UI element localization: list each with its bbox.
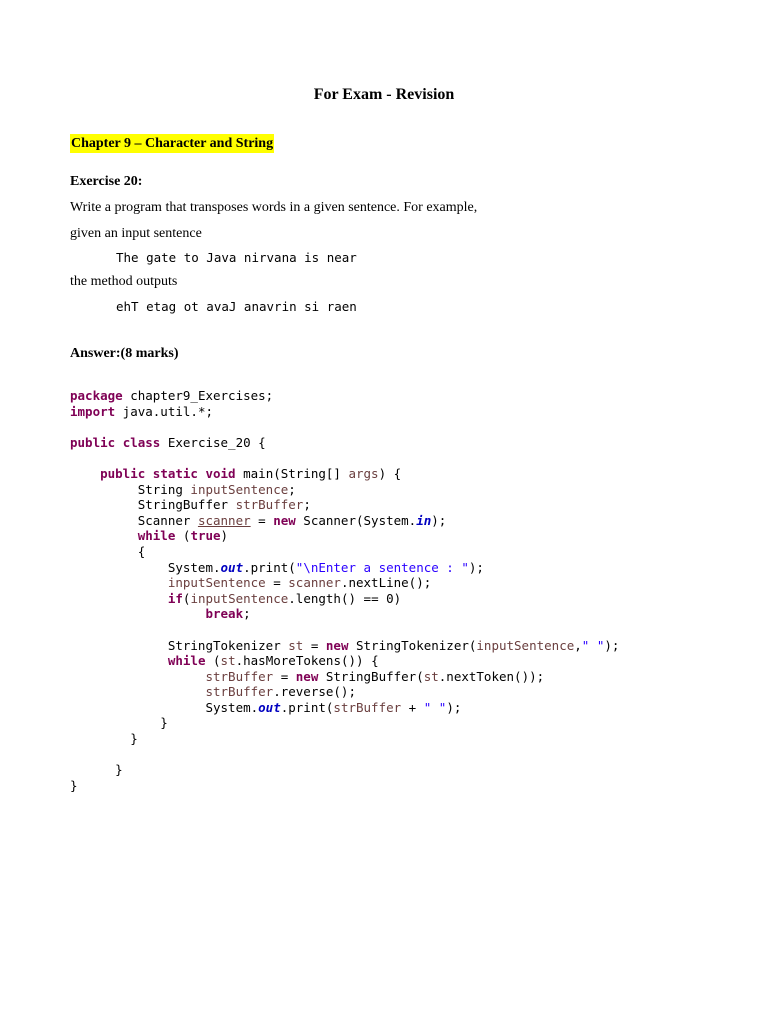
code-token: .hasMoreTokens()) { [235, 653, 379, 669]
code-token: while [167, 653, 206, 669]
code-token: scanner [197, 512, 251, 528]
code-token: .reverse(); [273, 684, 356, 700]
code-token: = [250, 512, 274, 528]
code-line [70, 762, 619, 778]
exercise-heading: Exercise 20: [70, 174, 143, 189]
code-token: strBuffer [205, 668, 274, 684]
code-line [70, 778, 619, 794]
code-token [145, 466, 153, 481]
code-line [70, 435, 619, 451]
code-token: inputSentence [476, 637, 575, 653]
code-line [70, 715, 619, 731]
description-line-2: given an input sentence [70, 226, 202, 241]
code-line [70, 404, 619, 420]
code-line [70, 747, 619, 763]
code-token: main(String[] [235, 465, 349, 481]
code-token: ( [175, 528, 191, 544]
code-token: out [258, 699, 281, 715]
code-token: StringBuffer [70, 497, 236, 513]
method-outputs-label: the method outputs [70, 274, 178, 289]
code-token: true [190, 528, 221, 544]
code-line [70, 497, 619, 513]
code-token: strBuffer [205, 684, 274, 700]
code-token: static [152, 465, 198, 481]
code-token: System. [70, 559, 221, 575]
description-line-1: Write a program that transposes words in a given sentence. For example, [70, 200, 478, 215]
code-token: .nextToken()); [438, 668, 545, 684]
code-token: } [70, 762, 123, 778]
output-example: ehT etag ot avaJ anavrin si raen [116, 299, 357, 314]
code-line [70, 731, 619, 747]
code-token: if [167, 590, 183, 606]
code-token: } [70, 731, 138, 747]
code-token: StringTokenizer [70, 637, 289, 653]
code-token: System. [70, 699, 259, 715]
code-token: strBuffer [235, 497, 304, 513]
code-token: st [288, 637, 304, 653]
code-token [70, 466, 100, 481]
code-line [70, 544, 619, 560]
code-token: st [423, 668, 439, 684]
code-token: ; [303, 497, 311, 513]
code-token: import [70, 403, 116, 419]
input-example: The gate to Java nirvana is near [116, 250, 357, 265]
code-token: , [574, 637, 582, 653]
code-token: new [325, 637, 349, 653]
code-token: ); [468, 559, 484, 575]
code-token: Exercise_20 { [160, 434, 266, 450]
code-line [70, 419, 619, 435]
code-block [70, 388, 619, 793]
code-token [70, 684, 205, 699]
code-line [70, 669, 619, 685]
code-token: = [303, 637, 326, 653]
code-token: .print( [280, 699, 334, 715]
code-line [70, 684, 619, 700]
code-token: .print( [243, 559, 296, 575]
code-token: Scanner(System. [295, 512, 417, 528]
code-token [115, 435, 123, 450]
code-token: .nextLine(); [340, 575, 432, 591]
code-token: String [70, 481, 191, 497]
code-token [70, 528, 138, 543]
code-token [70, 606, 205, 621]
code-token: ) { [378, 465, 402, 481]
code-token: new [273, 512, 296, 528]
code-token: public [70, 434, 116, 450]
code-token: ); [604, 637, 620, 653]
code-token: " " [423, 699, 447, 715]
code-token: new [295, 668, 319, 684]
code-token: ) [220, 528, 229, 544]
code-token: inputSentence [190, 481, 289, 497]
code-token [70, 669, 205, 684]
code-line [70, 482, 619, 498]
code-token [70, 653, 168, 668]
code-token: while [137, 528, 176, 544]
code-line [70, 466, 619, 482]
code-token: ( [205, 653, 221, 669]
code-token: Scanner [70, 512, 198, 528]
code-line [70, 528, 619, 544]
code-token: class [122, 434, 161, 450]
code-token [70, 591, 168, 606]
code-line [70, 560, 619, 576]
code-token: StringBuffer( [318, 668, 424, 684]
code-token: ; [243, 606, 251, 622]
chapter-heading: Chapter 9 – Character and String [71, 136, 274, 151]
code-token [70, 575, 168, 590]
code-token: out [220, 559, 244, 575]
code-token: strBuffer [333, 699, 402, 715]
code-token: " " [581, 637, 605, 653]
code-token: ); [446, 699, 462, 715]
code-token: st [220, 653, 236, 669]
code-token: } [70, 777, 78, 793]
code-token: scanner [288, 575, 341, 591]
code-token: void [205, 465, 236, 481]
code-line [70, 388, 619, 404]
code-token: public [100, 465, 146, 481]
code-token: inputSentence [190, 590, 289, 606]
code-line [70, 653, 619, 669]
code-line [70, 591, 619, 607]
code-token: + [401, 699, 424, 715]
code-token: } [70, 715, 168, 731]
code-line [70, 575, 619, 591]
code-token: ( [182, 590, 191, 606]
code-token: = [273, 668, 296, 684]
code-line [70, 606, 619, 622]
code-line [70, 513, 619, 529]
code-token: StringTokenizer( [348, 637, 477, 653]
code-token: chapter9_Exercises; [122, 388, 274, 403]
code-line [70, 622, 619, 638]
document-title: For Exam - Revision [313, 86, 455, 103]
code-token: args [348, 465, 379, 481]
code-token: .length() == 0) [288, 590, 402, 606]
code-token: ); [431, 512, 447, 528]
code-token: java.util.*; [115, 403, 213, 419]
code-token: break [205, 606, 244, 622]
code-token: inputSentence [167, 575, 266, 591]
code-token: = [265, 575, 289, 591]
code-token: ; [288, 481, 296, 497]
code-token: "\nEnter a sentence : " [295, 559, 469, 575]
code-token: { [70, 543, 146, 559]
answer-label: Answer:(8 marks) [70, 346, 179, 361]
code-line [70, 700, 619, 716]
code-line [70, 450, 619, 466]
code-token: in [416, 512, 432, 528]
code-token: package [70, 388, 123, 403]
code-line [70, 638, 619, 654]
